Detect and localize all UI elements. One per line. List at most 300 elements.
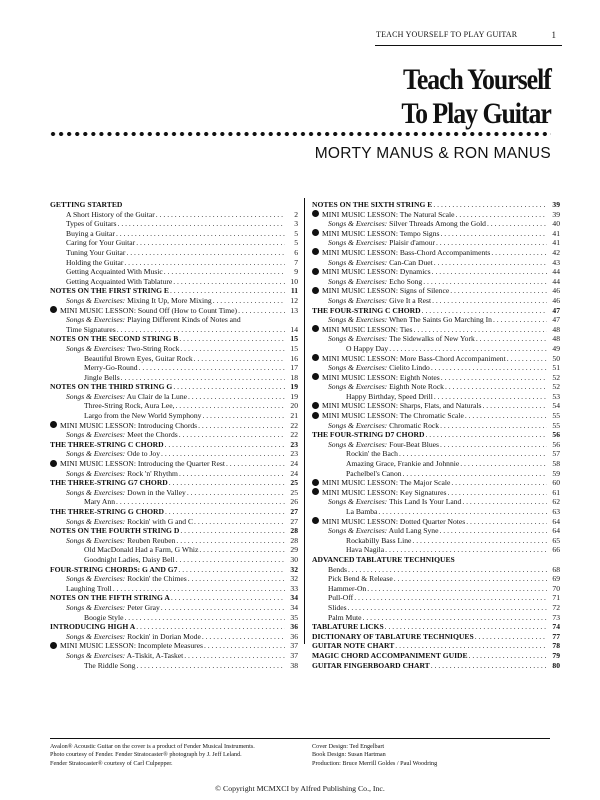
toc-entry [50,277,298,287]
songs-exercises-prefix: Songs & Exercises: [328,497,388,507]
credits-left [50,743,255,768]
toc-page-number: 64 [552,526,560,536]
toc-entry [312,200,560,210]
toc-entry-title [50,421,197,431]
dot-leader [180,344,285,354]
toc-entry [312,517,560,527]
toc-page-number: 22 [290,420,298,430]
toc-entry [50,286,298,296]
toc-entry-label: MINI MUSIC LESSON: Incomplete Measures [60,641,203,651]
dot-leader [124,613,285,623]
toc-entry-label: Playing Different Kinds of Notes and [125,315,241,325]
bullet-icon [312,488,319,495]
dot-leader [441,373,547,383]
toc-entry [50,411,298,421]
toc-page-number: 79 [552,650,560,660]
toc-entry-label: Types of Guitars [66,219,117,229]
toc-entry-title [312,478,450,488]
dot-leader [139,363,285,373]
toc-entry-title [66,488,186,498]
toc-entry [50,469,298,479]
toc-entry-title [312,430,424,440]
toc-entry [50,651,298,661]
toc-entry-title [66,584,112,594]
toc-left-column [50,200,298,670]
toc-entry-label: Reuben Reuben [125,535,176,545]
toc-entry [50,382,298,392]
toc-entry [312,574,560,584]
credit-line: Production: Bruce Merrill Goldes / Paul Woodring [312,759,438,767]
toc-page-number: 37 [290,650,298,660]
toc-entry-label: NOTES ON THE SIXTH STRING E [312,200,433,209]
toc-entry-title [346,449,398,459]
copyright: © Copyright MCMXCI by Alfred Publishing Co., Inc. [215,784,385,793]
toc-entry-title [84,411,201,421]
songs-exercises-prefix: Songs & Exercises: [66,295,126,305]
bullet-icon [312,210,319,217]
toc-entry [50,421,298,431]
toc-entry-label: GUITAR NOTE CHART [312,641,395,651]
toc-entry-title [312,488,446,498]
toc-entry [312,497,560,507]
toc-entry-title [328,565,347,575]
dot-leader [433,200,547,210]
toc-entry-label: Three-String Rock, Aura Lee, [84,401,175,411]
toc-page-number: 74 [552,622,560,632]
toc-entry-title [66,258,123,268]
toc-entry [50,545,298,555]
toc-entry-title [346,344,388,354]
toc-entry [50,574,298,584]
songs-exercises-prefix: Songs & Exercises: [66,315,126,325]
toc-entry-title [312,286,449,296]
toc-entry-title [66,430,178,440]
dot-leader [136,622,285,632]
toc-entry-label: Rockin' with G and C [125,516,194,526]
dot-leader [124,258,285,268]
toc-entry-label: Getting Acquainted With Tablature [66,276,173,286]
dot-leader [176,555,285,565]
toc-entry-label: Meet the Chords [125,430,178,440]
dot-leader [434,392,547,402]
toc-entry-title [84,555,175,565]
toc-entry-label: Happy Birthday, Speed Drill [346,391,433,401]
header-rule [375,45,562,46]
toc-entry [50,478,298,488]
toc-entry-label: Cielito Lindo [387,363,430,373]
toc-entry [312,632,560,642]
dot-leader [136,238,285,248]
toc-page-number: 48 [552,334,560,344]
toc-entry-title [312,517,465,527]
toc-entry [312,334,560,344]
toc-entry-title [66,315,241,325]
toc-entry-label: Buying a Guitar [66,228,115,238]
dot-leader [198,421,285,431]
toc-entry-title [328,613,362,623]
dot-leader [450,286,547,296]
bullet-icon [312,479,319,486]
toc-entry-label: Caring for Your Guitar [66,238,136,248]
toc-entry-label: MINI MUSIC LESSON: Eighth Notes [322,372,440,382]
toc-entry-title [312,248,490,258]
toc-entry-title [312,555,455,565]
toc-entry [50,401,298,411]
toc-entry-title [328,277,422,287]
toc-entry [50,334,298,344]
songs-exercises-prefix: Songs & Exercises: [66,574,126,584]
page-number: 1 [551,30,556,40]
toc-entry [312,449,560,459]
toc-entry-label: Rockin' the Chimes [125,574,187,584]
songs-exercises-prefix: Songs & Exercises: [66,391,126,401]
toc-entry-label: Goodnight Ladies, Daisy Bell [84,554,175,564]
toc-page-number: 27 [290,507,298,516]
toc-entry-label: Holding the Guitar [66,257,124,267]
toc-entry-label: MINI MUSIC LESSON: Tempo Signs [322,228,440,238]
toc-entry-label: Amazing Grace, Frankie and Johnnie [346,459,460,469]
songs-exercises-prefix: Songs & Exercises: [66,487,126,497]
toc-page-number: 66 [552,545,560,555]
toc-page-number: 18 [290,372,298,382]
dot-leader [194,517,285,527]
toc-page-number: 37 [290,641,298,651]
toc-entry-label: THE FOUR-STRING C CHORD [312,305,421,315]
toc-entry-label: THE THREE-STRING G7 CHORD [50,478,168,488]
toc-entry-title [66,296,212,306]
toc-entry [50,296,298,306]
songs-exercises-prefix: Songs & Exercises: [328,526,388,536]
songs-exercises-prefix: Songs & Exercises: [66,430,126,440]
toc-entry-label: MINI MUSIC LESSON: Signs of Silence [322,286,450,296]
toc-entry [50,449,298,459]
toc-entry-title [84,401,174,411]
toc-page-number: 13 [290,305,298,315]
toc-page-number: 36 [290,631,298,641]
dot-leader [440,229,547,239]
bullet-icon [50,421,57,428]
toc-page-number: 30 [290,554,298,564]
toc-page-number: 36 [290,622,298,632]
toc-entry-title [84,373,120,383]
dot-leader [173,277,285,287]
toc-entry [50,507,298,517]
toc-entry-label: Boogie Style [84,612,124,622]
toc-entry-label: The Riddle Song [84,660,136,670]
toc-entry-label: Palm Mute [328,612,362,622]
toc-page-number: 14 [290,324,298,334]
toc-entry [312,488,560,498]
dot-leader [117,325,285,335]
dot-leader [171,593,285,603]
toc-entry [312,555,560,565]
toc-page-number: 2 [294,209,298,219]
toc-entry-title [346,392,433,402]
toc-page-number: 12 [290,295,298,305]
toc-entry-title [328,526,438,536]
toc-page-number: 15 [290,334,298,344]
credit-line: Fender Stratocaster® courtesy of Carl Culpepper. [50,759,173,767]
dot-leader [491,248,547,258]
toc-entry [312,267,560,277]
toc-entry-title [312,651,468,661]
dot-leader [188,574,285,584]
toc-entry [50,565,298,575]
toc-page-number: 5 [294,238,298,248]
bullet-icon [312,268,319,275]
dot-leader [187,488,285,498]
dot-leader [389,344,547,354]
toc-entry-title [328,603,347,613]
toc-page-number: 73 [552,612,560,622]
toc-page-number: 49 [552,343,560,353]
toc-entry [50,603,298,613]
toc-entry-title [66,632,201,642]
toc-page-number: 32 [290,574,298,584]
toc-page-number: 59 [552,468,560,478]
dot-leader [466,517,547,527]
toc-entry [312,507,560,517]
book-title [402,63,551,131]
dot-leader [440,421,547,431]
toc-page-number: 35 [290,612,298,622]
toc-entry-label: Pull-Off [328,593,354,603]
toc-entry-title [50,334,178,344]
toc-entry-title [50,478,168,488]
toc-entry-title [346,507,377,517]
toc-entry-label: Rockin' in Dorian Mode [125,631,201,641]
toc-entry-title [328,315,492,325]
toc-page-number: 7 [294,257,298,267]
dot-leader [184,651,285,661]
toc-entry-title [312,325,413,335]
book-title-line1: Teach Yourself [403,63,551,96]
toc-entry-title [66,229,115,239]
dot-leader [469,651,547,661]
toc-entry-label: MINI MUSIC LESSON: Dotted Quarter Notes [322,516,466,526]
toc-entry-label: Peter Gray [125,602,160,612]
dot-leader [434,258,547,268]
toc-entry [312,430,560,440]
toc-entry [312,382,560,392]
dot-leader [348,603,547,613]
toc-entry [50,641,298,651]
toc-entry-label: Slides [328,602,347,612]
toc-page-number: 34 [290,602,298,612]
toc-entry [312,651,560,661]
songs-exercises-prefix: Songs & Exercises: [328,382,388,392]
dot-leader [238,306,285,316]
toc-entry [50,440,298,450]
dot-leader [445,382,547,392]
dot-leader [179,469,285,479]
toc-entry-label: Can-Can Duet [387,257,433,267]
toc-entry [50,229,298,239]
toc-entry [312,440,560,450]
dot-leader [439,526,547,536]
toc-page-number: 71 [552,593,560,603]
toc-page-number: 42 [552,247,560,257]
toc-entry-label: GUITAR FINGERBOARD CHART [312,660,430,670]
toc-entry-label: Silver Threads Among the Gold [387,219,486,229]
toc-page-number: 38 [290,660,298,670]
toc-entry-label: Plaisir d'amour [387,238,435,248]
toc-entry-title [312,210,455,220]
book-title-line2: To Play Guitar [401,97,551,130]
dot-leader [202,632,285,642]
songs-exercises-prefix: Songs & Exercises: [66,343,126,353]
toc-entry [50,210,298,220]
toc-page-number: 29 [290,545,298,555]
credit-line: Cover Design: Ted Engelbart [312,743,385,750]
toc-entry [312,603,560,613]
toc-entry-label: MINI MUSIC LESSON: The Major Scale [322,478,451,488]
toc-page-number: 17 [290,363,298,373]
toc-entry-label: MINI MUSIC LESSON: Introducing the Quarter Rest [60,459,225,469]
toc-entry-label: Hammer-On [328,583,367,593]
dot-leader [161,603,285,613]
dot-leader [431,661,547,671]
credits-right [312,743,437,768]
dot-leader [161,449,285,459]
toc-page-number: 6 [294,247,298,257]
toc-entry-label: Rockin' the Bach [346,449,398,459]
toc-entry-title [50,286,169,296]
songs-exercises-prefix: Songs & Exercises: [328,439,388,449]
bullet-icon [312,325,319,332]
toc-entry-title [66,267,163,277]
dot-leader [447,488,547,498]
toc-entry-label: Bends [328,564,347,574]
toc-entry [50,315,298,325]
toc-entry [50,392,298,402]
toc-entry-title [328,258,433,268]
toc-entry-title [328,497,461,507]
songs-exercises-prefix: Songs & Exercises: [328,238,388,248]
toc-entry-label: MINI MUSIC LESSON: Key Signatures [322,487,447,497]
bullet-icon [50,642,57,649]
toc-page-number: 10 [290,276,298,286]
dot-leader [460,459,547,469]
dot-leader [126,248,285,258]
toc-page-number: 47 [552,315,560,325]
toc-entry-title [312,632,474,642]
toc-entry-label: Pachelbel's Canon [346,468,402,478]
toc-page-number: 23 [290,439,298,449]
dot-leader [487,219,547,229]
toc-entry [312,286,560,296]
toc-entry [312,392,560,402]
toc-entry [50,200,298,210]
dot-leader [482,401,547,411]
toc-entry [50,584,298,594]
songs-exercises-prefix: Songs & Exercises: [328,315,388,325]
dot-leader [354,593,547,603]
toc-entry-label: Au Clair de la Lune [125,391,187,401]
toc-entry-label: FOUR-STRING CHORDS: G AND G7 [50,564,178,574]
credit-line: Avalon® Acoustic Guitar on the cover is a product of Fender Musical Instruments. [50,743,255,750]
toc-page-number: 26 [290,497,298,507]
toc-page-number: 52 [552,372,560,382]
toc-entry-title [50,382,172,392]
dot-leader [425,430,547,440]
songs-exercises-prefix: Songs & Exercises: [66,650,126,660]
toc-entry [50,661,298,671]
toc-entry-title [346,469,402,479]
toc-page-number: 80 [552,660,560,670]
toc-entry [312,593,560,603]
toc-entry-title [312,622,384,632]
toc-entry [312,248,560,258]
toc-right-column [312,200,560,670]
toc-page-number: 22 [290,430,298,440]
toc-entry-label: Echo Song [387,276,423,286]
toc-entry-label: Hava Nagila [346,545,385,555]
dot-leader [194,354,285,364]
dot-leader [175,401,285,411]
toc-page-number: 47 [552,305,560,315]
toc-entry-label: O Happy Day [346,343,389,353]
dot-leader [180,526,285,536]
dot-leader [170,286,285,296]
dot-leader [403,469,547,479]
dot-leader [423,277,547,287]
dotted-divider [49,131,551,137]
songs-exercises-prefix: Songs & Exercises: [328,363,388,373]
toc-entry-label: Tuning Your Guitar [66,247,126,257]
songs-exercises-prefix: Songs & Exercises: [328,295,388,305]
songs-exercises-prefix: Songs & Exercises: [328,420,388,430]
toc-entry [50,248,298,258]
toc-page-number: 40 [552,219,560,229]
toc-entry-title [328,219,486,229]
toc-entry [312,545,560,555]
dot-leader [199,545,285,555]
toc-entry-label: MINI MUSIC LESSON: Ties [322,324,413,334]
toc-entry [312,210,560,220]
toc-page-number: 19 [290,382,298,392]
dot-leader [188,392,285,402]
toc-entry-title [50,565,177,575]
songs-exercises-prefix: Songs & Exercises: [66,449,126,459]
toc-entry [50,593,298,603]
toc-entry [50,219,298,229]
toc-entry [312,401,560,411]
toc-entry-label: Four-Beat Blues [387,439,439,449]
dot-leader [432,267,547,277]
songs-exercises-prefix: Songs & Exercises: [328,334,388,344]
toc-entry-title [66,277,172,287]
dot-leader [165,440,285,450]
dot-leader [363,613,547,623]
toc-entry-label: TABLATURE LICKS [312,622,384,632]
toc-entry [312,641,560,651]
credit-line: Book Design: Susan Hartman [312,751,386,759]
toc-page-number: 21 [290,411,298,421]
toc-entry-label: Down in the Valley [125,487,186,497]
dot-leader [431,363,547,373]
toc-page-number: 33 [290,583,298,593]
toc-entry [312,411,560,421]
toc-entry-label: When The Saints Go Marching In [387,315,492,325]
toc-entry-title [50,622,135,632]
toc-entry [50,344,298,354]
toc-entry-label: NOTES ON THE SECOND STRING B [50,334,179,344]
toc-entry-title [66,517,193,527]
toc-page-number: 68 [552,564,560,574]
toc-entry [50,363,298,373]
toc-entry-label: Mary Ann [84,497,116,507]
